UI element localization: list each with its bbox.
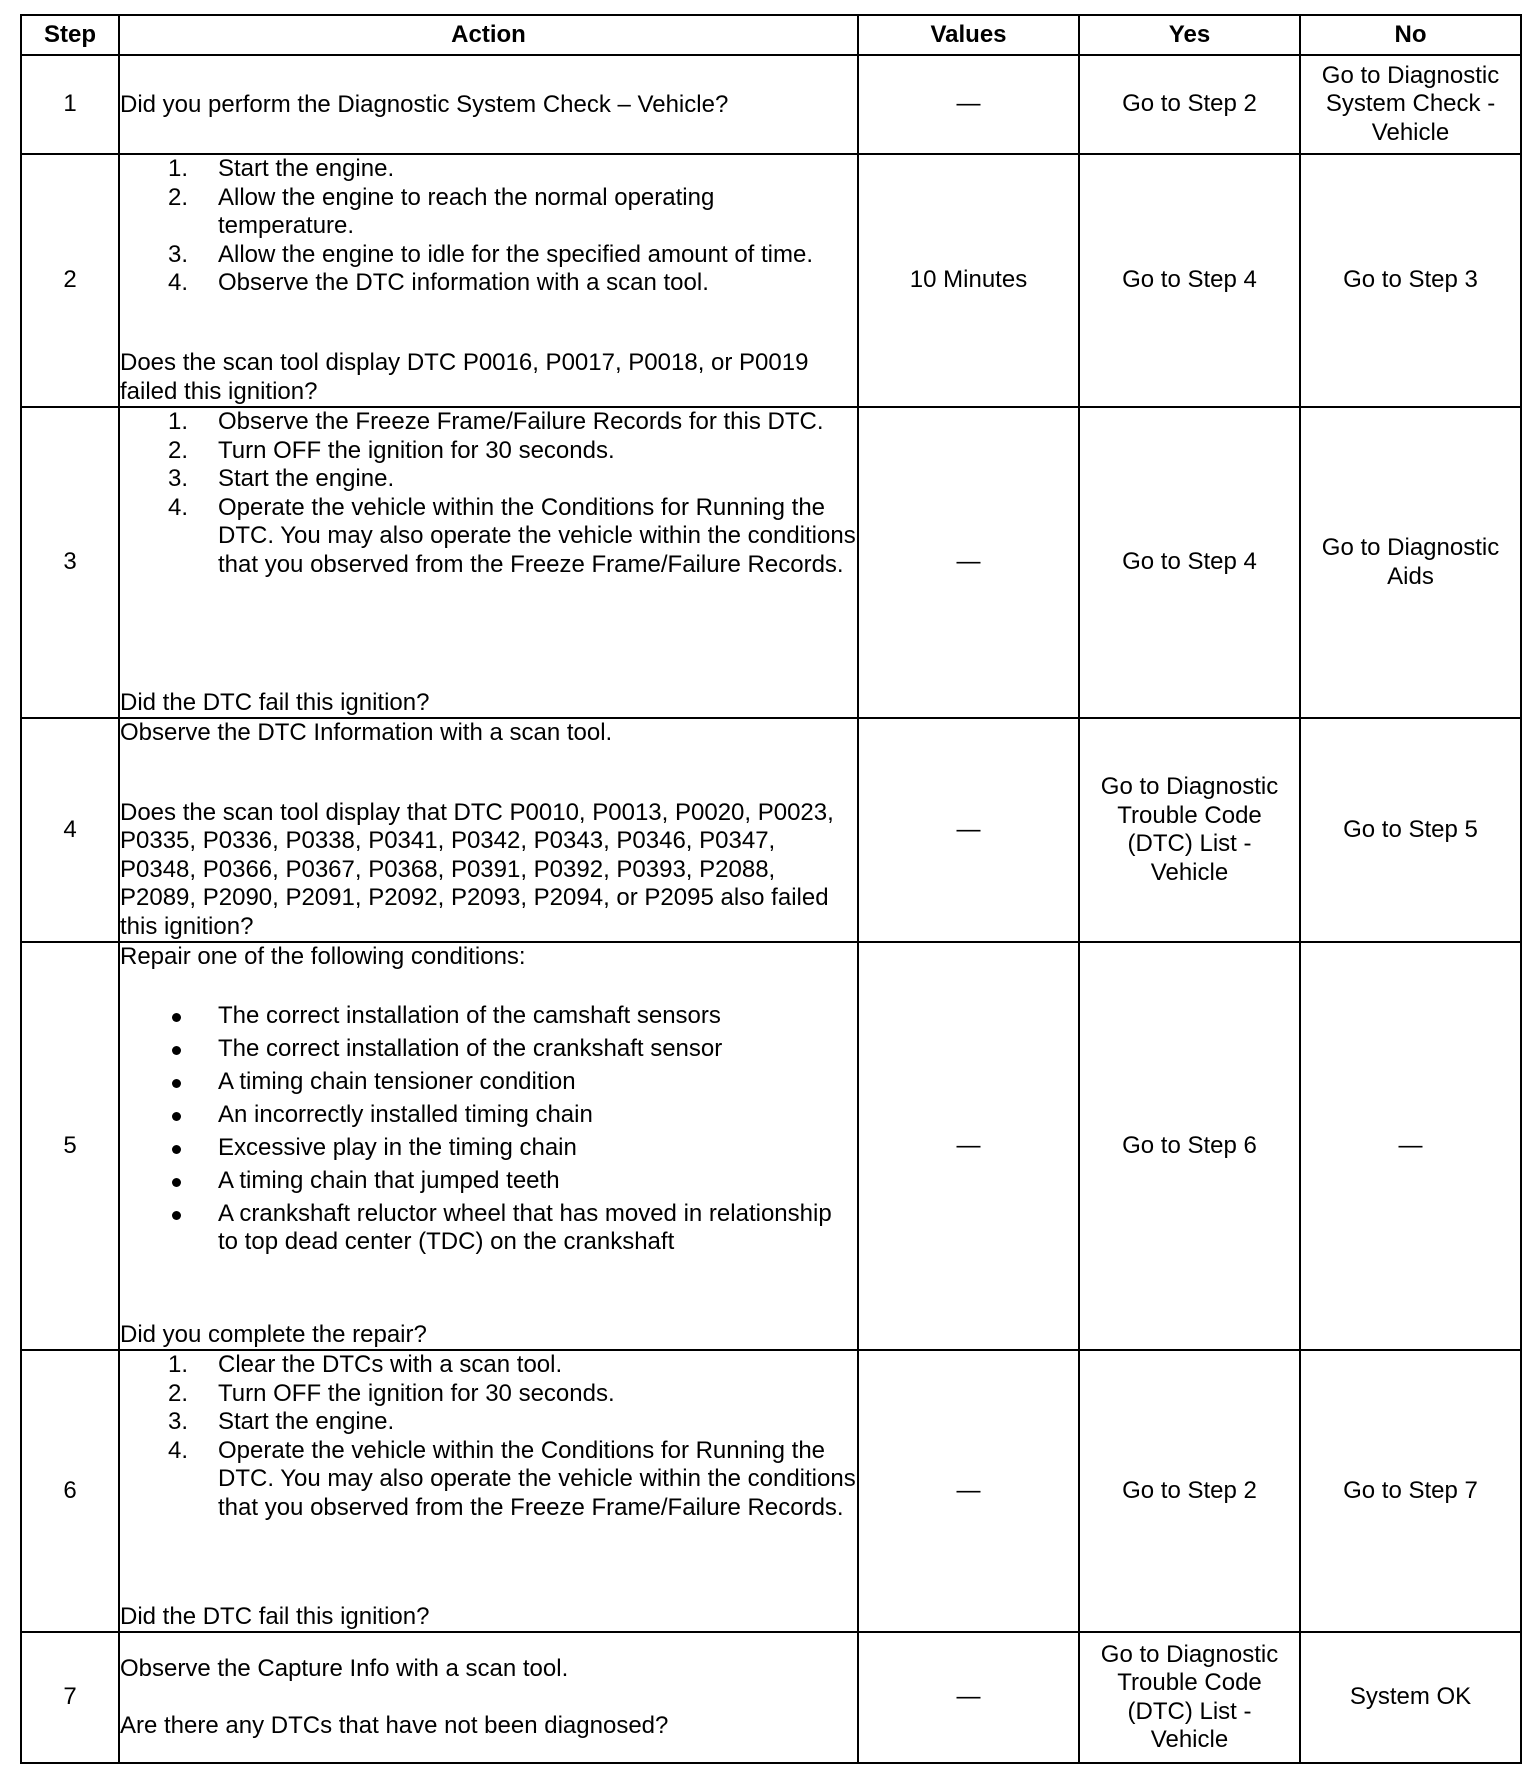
action-instruction: Observe the Capture Info with a scan tool. — [120, 1655, 569, 1682]
header-no: No — [1300, 15, 1521, 55]
list-item: A timing chain tensioner condition — [120, 1068, 857, 1097]
value-cell: — — [858, 1350, 1079, 1632]
yes-link[interactable]: Go to Diagnostic Trouble Code (DTC) List - Vehicle — [1079, 1632, 1300, 1763]
condition-list — [120, 1002, 857, 1257]
list-item: 1. Observe the Freeze Frame/Failure Records for this DTC. — [168, 408, 824, 435]
list-item: An incorrectly installed timing chain — [120, 1101, 857, 1130]
action-instruction: Observe the DTC Information with a scan tool. — [120, 719, 613, 746]
list-item: The correct installation of the crankshaft sensor — [120, 1035, 857, 1064]
step-number: 5 — [21, 942, 119, 1350]
action-cell — [119, 55, 858, 154]
action-question: Are there any DTCs that have not been diagnosed? — [120, 1711, 669, 1739]
value-cell: — — [858, 55, 1079, 154]
action-question: Did the DTC fail this ignition? — [120, 688, 430, 716]
yes-link[interactable]: Go to Step 2 — [1079, 1350, 1300, 1632]
no-link[interactable]: — — [1300, 942, 1521, 1350]
list-item: Excessive play in the timing chain — [120, 1134, 857, 1163]
action-question: Does the scan tool display that DTC P0010, P0013, P0020, P0023, P0335, P0336, P0338, P0341, P0342, P0343, P0346, P0347, P0348, P0366, P0367, P0368, P0391, P0392, P0393, P2088, P2089, P2090, P2091, P2092, P2093, P2094, or P2095 also failed this ignition? — [120, 798, 834, 940]
action-cell — [119, 718, 858, 942]
action-cell — [119, 154, 858, 407]
value-cell: — — [858, 407, 1079, 718]
yes-link[interactable]: Go to Diagnostic Trouble Code (DTC) List - Vehicle — [1079, 718, 1300, 942]
step-number: 4 — [21, 718, 119, 942]
list-item: The correct installation of the camshaft sensors — [120, 1002, 857, 1031]
diagnostic-table — [20, 14, 1522, 1764]
header-yes: Yes — [1079, 15, 1300, 55]
table-row — [21, 942, 1521, 1350]
table-row — [21, 1350, 1521, 1632]
list-item: 2. Allow the engine to reach the normal operating temperature. — [168, 183, 715, 239]
action-question: Did the DTC fail this ignition? — [120, 1602, 430, 1630]
value-cell: — — [858, 718, 1079, 942]
list-item: 3. Allow the engine to idle for the specified amount of time. — [168, 240, 814, 268]
table-row — [21, 718, 1521, 942]
no-link[interactable]: System OK — [1300, 1632, 1521, 1763]
table-row — [21, 1632, 1521, 1763]
action-question: Did you perform the Diagnostic System Check – Vehicle? — [120, 91, 729, 119]
step-number: 2 — [21, 154, 119, 407]
action-cell — [119, 942, 858, 1350]
step-number: 6 — [21, 1350, 119, 1632]
list-item: 2. Turn OFF the ignition for 30 seconds. — [168, 1379, 615, 1407]
list-item: 2. Turn OFF the ignition for 30 seconds. — [168, 436, 615, 464]
action-cell — [119, 1632, 858, 1763]
table-row — [21, 407, 1521, 718]
list-item: 4. Operate the vehicle within the Conditions for Running the DTC. You may also operate the vehicle within the conditions that you observed from the Freeze Frame/Failure Records. — [168, 493, 856, 578]
list-item: A timing chain that jumped teeth — [120, 1167, 857, 1196]
yes-link[interactable]: Go to Step 4 — [1079, 154, 1300, 407]
no-link[interactable]: Go to Step 3 — [1300, 154, 1521, 407]
action-question: Did you complete the repair? — [120, 1320, 427, 1348]
action-steps — [120, 408, 857, 579]
list-item: 4. Operate the vehicle within the Conditions for Running the DTC. You may also operate the vehicle within the conditions that you observed from the Freeze Frame/Failure Records. — [168, 1436, 856, 1521]
action-question: Does the scan tool display DTC P0016, P0017, P0018, or P0019 failed this ignition? — [120, 349, 809, 405]
value-cell: — — [858, 1632, 1079, 1763]
list-item: 3. Start the engine. — [168, 465, 395, 492]
no-link[interactable]: Go to Diagnostic System Check - Vehicle — [1300, 55, 1521, 154]
action-cell — [119, 407, 858, 718]
value-cell: — — [858, 942, 1079, 1350]
header-row — [21, 15, 1521, 55]
step-number: 3 — [21, 407, 119, 718]
step-number: 1 — [21, 55, 119, 154]
no-link[interactable]: Go to Step 7 — [1300, 1350, 1521, 1632]
list-item: 1. Start the engine. — [168, 155, 395, 182]
action-instruction: Repair one of the following conditions: — [120, 943, 526, 970]
yes-link[interactable]: Go to Step 6 — [1079, 942, 1300, 1350]
list-item: 4. Observe the DTC information with a scan tool. — [168, 269, 709, 296]
table-row — [21, 154, 1521, 407]
list-item: A crankshaft reluctor wheel that has moved in relationship to top dead center (TDC) on the crankshaft — [120, 1200, 857, 1257]
header-step: Step — [21, 15, 119, 55]
yes-link[interactable]: Go to Step 2 — [1079, 55, 1300, 154]
list-item: 1. Clear the DTCs with a scan tool. — [168, 1351, 563, 1378]
action-steps — [120, 155, 857, 298]
table-row — [21, 55, 1521, 154]
list-item: 3. Start the engine. — [168, 1408, 395, 1435]
yes-link[interactable]: Go to Step 4 — [1079, 407, 1300, 718]
step-number: 7 — [21, 1632, 119, 1763]
header-values: Values — [858, 15, 1079, 55]
action-steps — [120, 1351, 857, 1522]
action-cell — [119, 1350, 858, 1632]
value-cell: 10 Minutes — [858, 154, 1079, 407]
header-action: Action — [119, 15, 858, 55]
no-link[interactable]: Go to Step 5 — [1300, 718, 1521, 942]
no-link[interactable]: Go to Diagnostic Aids — [1300, 407, 1521, 718]
